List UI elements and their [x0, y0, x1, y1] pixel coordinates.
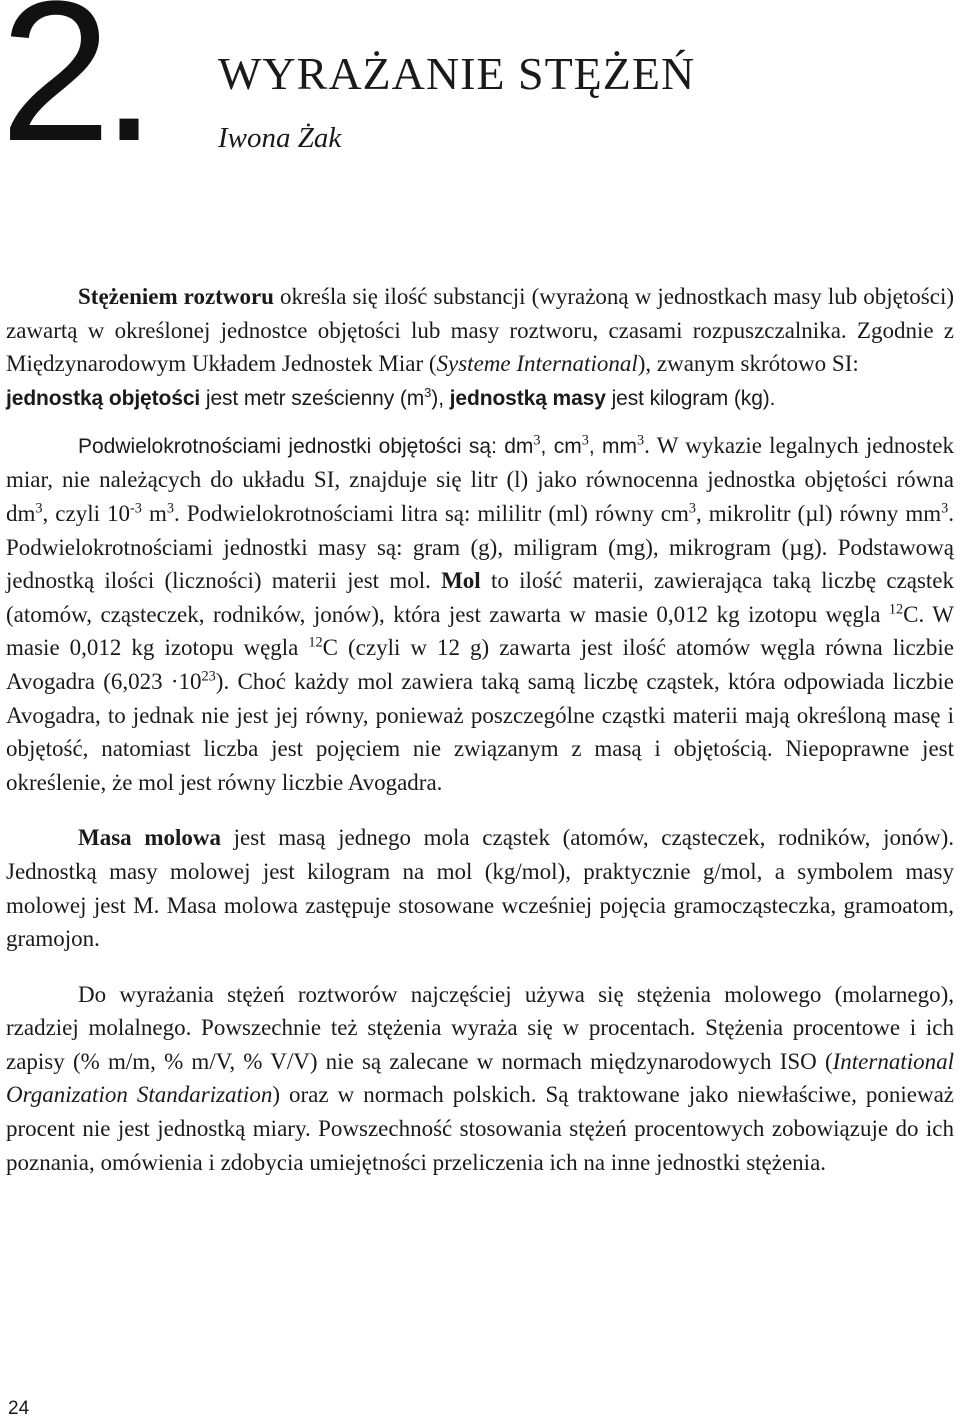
term-concentration: Stężeniem roztworu	[78, 284, 274, 309]
paragraph-definition: Stężeniem roztworu określa się ilość substancji (wyrażoną w jednostkach masy lub objętości) zawartą w określonej jednostce objętości lub masy roztworu, czasami rozpuszczalnika. Zgodnie z Międzynarodowym Układem Jednostek Miar (Systeme International), zwanym skrótowo SI:	[6, 284, 954, 377]
chapter-number: 2.	[0, 0, 147, 183]
term-volume-unit: jednostką objętości	[6, 386, 201, 410]
term-mol: Mol	[441, 568, 481, 594]
body-text	[6, 280, 954, 1179]
chapter-author: Iwona Żak	[218, 122, 342, 154]
term-molar-mass: Masa molowa	[78, 825, 221, 851]
si-name: Systeme International	[436, 351, 638, 377]
paragraph-mol: Podwielokrotnościami jednostki objętości są: $dm^3$, $cm^3$, $mm^3$. W wykazie legalnych jednostek miar, nie należących do układu SI, znajduje się litr (l) jako równocenna jednostka objętości równa $dm^3$, czyli $10^{-3}$ $m^3$. Podwielokrotnościami litra są: mililitr (ml) równy $cm^3$, mikrolitr (µl) równy $mm^3$. Podwielokrotnościami jednostki masy są: gram (g), miligram (mg), mikrogram (µg). Podstawową jednostką ilości (liczności) materii jest mol. Mol to ilość materii, zawierająca taką liczbę cząstek (atomów, cząsteczek, rodników, jonów), która jest zawarta w masie 0,012 kg izotopu węgla $^{12}$C. W masie 0,012 kg izotopu węgla $^{12}$C (czyli w 12 g) zawarta jest ilość atomów węgla równa liczbie Avogadra $(6,023 \cdot 10^{23})$. Choć każdy mol zawiera taką samą liczbę cząstek, która odpowiada liczbie Avogadra, to jednak nie jest jej równy, ponieważ poszczególne cząstki materii mają określoną masę i objętość, natomiast liczba jest pojęciem nie związanym z masą i objętością. Niepoprawne jest określenie, że mol jest równy liczbie Avogadra.	[6, 432, 954, 795]
chapter-title: WYRAŻANIE STĘŻEŃ	[218, 48, 696, 99]
paragraph-si-units: jednostką objętości jest metr sześcienny $(m^3)$, jednostką masy jest kilogram (kg).	[6, 384, 776, 410]
term-mass-unit: jednostką masy	[449, 386, 606, 410]
page-number: 24	[8, 1398, 30, 1419]
iso-name: International Organization Standarization	[6, 1048, 954, 1108]
paragraph-molar-mass: Masa molowa jest masą jednego mola cząstek (atomów, cząsteczek, rodników, jonów). Jednostką masy molowej jest kilogram na mol (kg/mol), praktycznie g/mol, a symbolem masy molowej jest M. Masa molowa zastępuje stosowane wcześniej pojęcia gramocząsteczka, gramoatom, gramojon.	[6, 825, 954, 952]
paragraph-concentrations: Do wyrażania stężeń roztworów najczęściej używa się stężenia molowego (molarnego), rzadziej molalnego. Powszechnie też stężenia wyraża się w procentach. Stężenia procentowe i ich zapisy (% m/m, % m/V, % V/V) nie są zalecane w normach międzynarodowych ISO (International Organization Standarization) oraz w normach polskich. Są traktowane jako niewłaściwe, ponieważ procent nie jest jednostką miary. Powszechność stosowania stężeń procentowych zobowiązuje do ich poznania, omówienia i zdobycia umiejętności przeliczenia ich na inne jednostki stężenia.	[6, 981, 954, 1175]
